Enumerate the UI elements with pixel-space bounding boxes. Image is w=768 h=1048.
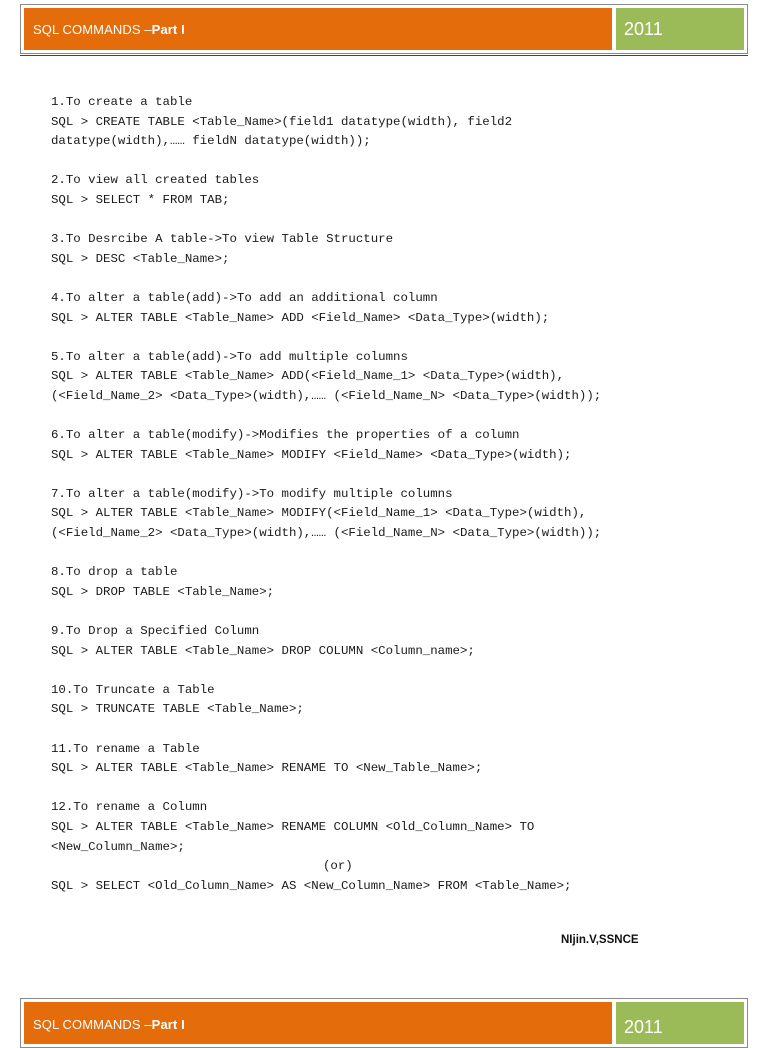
sql-line: SQL > ALTER TABLE <Table_Name> RENAME TO <New_Table_Name>; — [51, 761, 483, 776]
header-title — [24, 8, 612, 50]
sql-line: SQL > CREATE TABLE <Table_Name>(field1 datatype(width), field2 — [51, 114, 513, 129]
sql-line: SQL > ALTER TABLE <Table_Name> DROP COLUMN <Column_name>; — [51, 643, 475, 658]
command-heading: 4.To alter a table(add)->To add an additional column — [51, 290, 438, 305]
author-signature: NIjin.V,SSNCE — [561, 934, 639, 946]
sql-line: (<Field_Name_2> <Data_Type>(width),…… (<Field_Name_N> <Data_Type>(width)); — [51, 526, 602, 541]
sql-line: (<Field_Name_2> <Data_Type>(width),…… (<Field_Name_N> <Data_Type>(width)); — [51, 388, 602, 403]
sql-line: SQL > TRUNCATE TABLE <Table_Name>; — [51, 702, 304, 717]
sql-line: SQL > SELECT * FROM TAB; — [51, 192, 230, 207]
header-divider — [20, 55, 748, 56]
command-block — [51, 622, 751, 661]
command-block — [51, 426, 751, 465]
command-block — [51, 681, 751, 720]
command-block — [51, 485, 751, 544]
command-heading: 8.To drop a table — [51, 565, 178, 580]
sql-line: datatype(width),…… fieldN datatype(width)); — [51, 134, 371, 149]
command-heading: 12.To rename a Column — [51, 800, 208, 815]
sql-line: SQL > DESC <Table_Name>; — [51, 251, 230, 266]
command-heading: 3.To Desrcibe A table->To view Table Structure — [51, 232, 394, 247]
command-block — [51, 93, 751, 152]
command-block — [51, 798, 751, 896]
page-header — [20, 4, 748, 54]
next-header-title-part: Part I — [151, 1017, 185, 1032]
command-block — [51, 348, 751, 407]
sql-line: SQL > ALTER TABLE <Table_Name> ADD <Field_Name> <Data_Type>(width); — [51, 310, 550, 325]
header-title-prefix: SQL COMMANDS – — [33, 21, 152, 37]
command-heading: 7.To alter a table(modify)->To modify multiple columns — [51, 486, 453, 501]
command-block — [51, 563, 751, 602]
command-heading: 5.To alter a table(add)->To add multiple columns — [51, 349, 408, 364]
command-block — [51, 230, 751, 269]
alternative-marker: (or) — [323, 859, 353, 874]
command-heading: 11.To rename a Table — [51, 741, 200, 756]
header-title-part: Part I — [151, 21, 185, 37]
command-heading: 10.To Truncate a Table — [51, 682, 215, 697]
command-heading: 9.To Drop a Specified Column — [51, 624, 260, 639]
sql-line: SQL > ALTER TABLE <Table_Name> MODIFY <Field_Name> <Data_Type>(width); — [51, 447, 572, 462]
command-block — [51, 740, 751, 779]
next-header-title — [24, 1002, 612, 1044]
sql-line: SQL > DROP TABLE <Table_Name>; — [51, 584, 275, 599]
next-header-year: 2011 — [616, 1002, 744, 1044]
header-year: 2011 — [616, 8, 744, 50]
sql-line: SQL > ALTER TABLE <Table_Name> ADD(<Field_Name_1> <Data_Type>(width), — [51, 369, 565, 384]
commands-list — [51, 93, 751, 916]
command-heading: 1.To create a table — [51, 95, 193, 109]
sql-line: SQL > ALTER TABLE <Table_Name> MODIFY(<Field_Name_1> <Data_Type>(width), — [51, 506, 587, 521]
sql-line: SQL > SELECT <Old_Column_Name> AS <New_Column_Name> FROM <Table_Name>; — [51, 878, 572, 893]
next-header-title-prefix: SQL COMMANDS – — [33, 1017, 152, 1032]
sql-line: SQL > ALTER TABLE <Table_Name> RENAME COLUMN <Old_Column_Name> TO — [51, 819, 535, 834]
command-block — [51, 171, 751, 210]
command-heading: 2.To view all created tables — [51, 173, 260, 188]
command-block — [51, 289, 751, 328]
command-heading: 6.To alter a table(modify)->Modifies the properties of a column — [51, 428, 520, 443]
next-page-header — [20, 998, 748, 1048]
sql-line: <New_Column_Name>; — [51, 839, 185, 854]
